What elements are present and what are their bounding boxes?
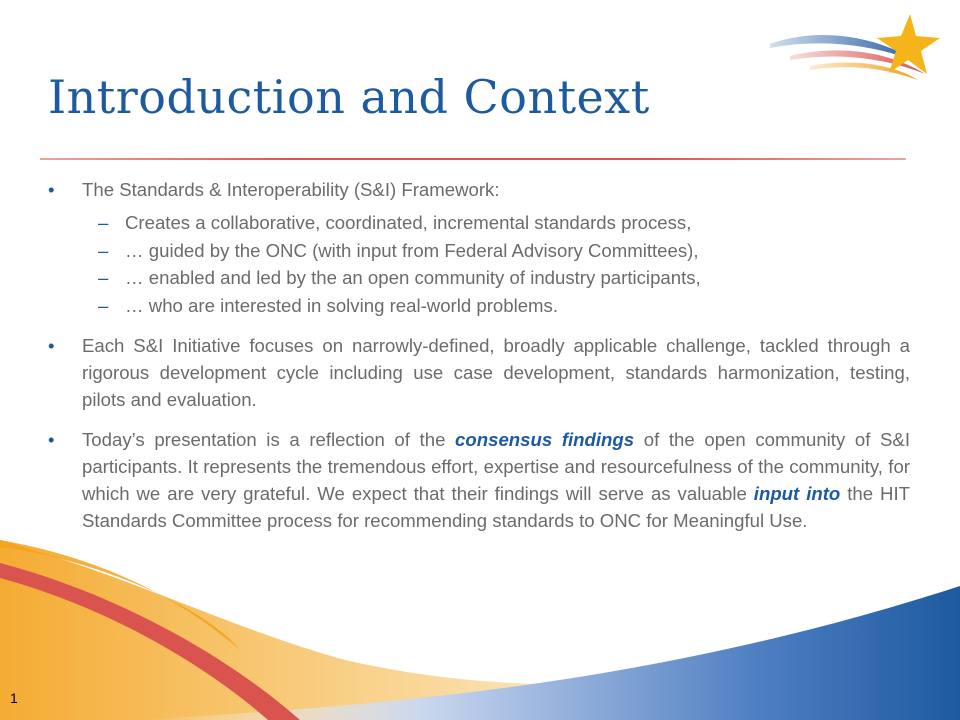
bullet-text: Each S&I Initiative focuses on narrowly-defined, broadly applicable challenge, tackled through a rigorous development cycle including use case development, standards harmonization, testing, pilots and evaluation. xyxy=(82,335,910,410)
sub-bullet-text: … guided by the ONC (with input from Federal Advisory Committees), xyxy=(125,239,699,261)
bullet-marker: • xyxy=(48,429,55,450)
star-logo xyxy=(877,14,940,74)
bullet-marker: • xyxy=(48,335,55,356)
emphasis-consensus-findings: consensus findings xyxy=(455,429,635,450)
slide-content xyxy=(48,176,910,534)
bullet-marker: • xyxy=(48,179,55,200)
title-divider xyxy=(40,158,906,160)
sub-bullet xyxy=(76,264,910,292)
sub-bullet xyxy=(76,237,910,265)
sub-bullet xyxy=(76,292,910,320)
sub-bullet-text: … enabled and led by the an open community of industry participants, xyxy=(125,267,701,288)
bullet-presentation xyxy=(48,426,910,534)
emphasis-input-into: input into xyxy=(753,483,841,504)
text-run: Today’s presentation is a reflection of the xyxy=(82,429,456,450)
bullet-framework xyxy=(48,176,910,319)
page-number: 1 xyxy=(10,690,18,706)
swoosh-bottom xyxy=(0,540,960,720)
sub-bullet-marker: – xyxy=(98,239,109,261)
bullet-initiative xyxy=(48,332,910,413)
sub-bullet-marker: – xyxy=(98,267,109,288)
bullet-text: The Standards & Interoperability (S&I) Framework: xyxy=(82,179,500,200)
framework-sublist xyxy=(76,209,910,319)
bullet-text xyxy=(82,429,910,531)
text-run: the HIT Standards Committee process for recommending standards to ONC for Meaningful Use. xyxy=(82,483,910,531)
sub-bullet-marker: – xyxy=(98,294,109,316)
sub-bullet-text: … who are interested in solving real-world problems. xyxy=(125,294,559,316)
sub-bullet-marker: – xyxy=(98,212,109,233)
text-run: of the open community of S&I participants. It represents the tremendous effort, expertise and resourcefulness of the community, for which we are very grateful. We expect that their findings will serve as valuable xyxy=(82,429,910,504)
sub-bullet xyxy=(76,209,910,237)
slide-title: Introduction and Context xyxy=(48,70,650,124)
sub-bullet-text: Creates a collaborative, coordinated, incremental standards process, xyxy=(125,212,692,233)
